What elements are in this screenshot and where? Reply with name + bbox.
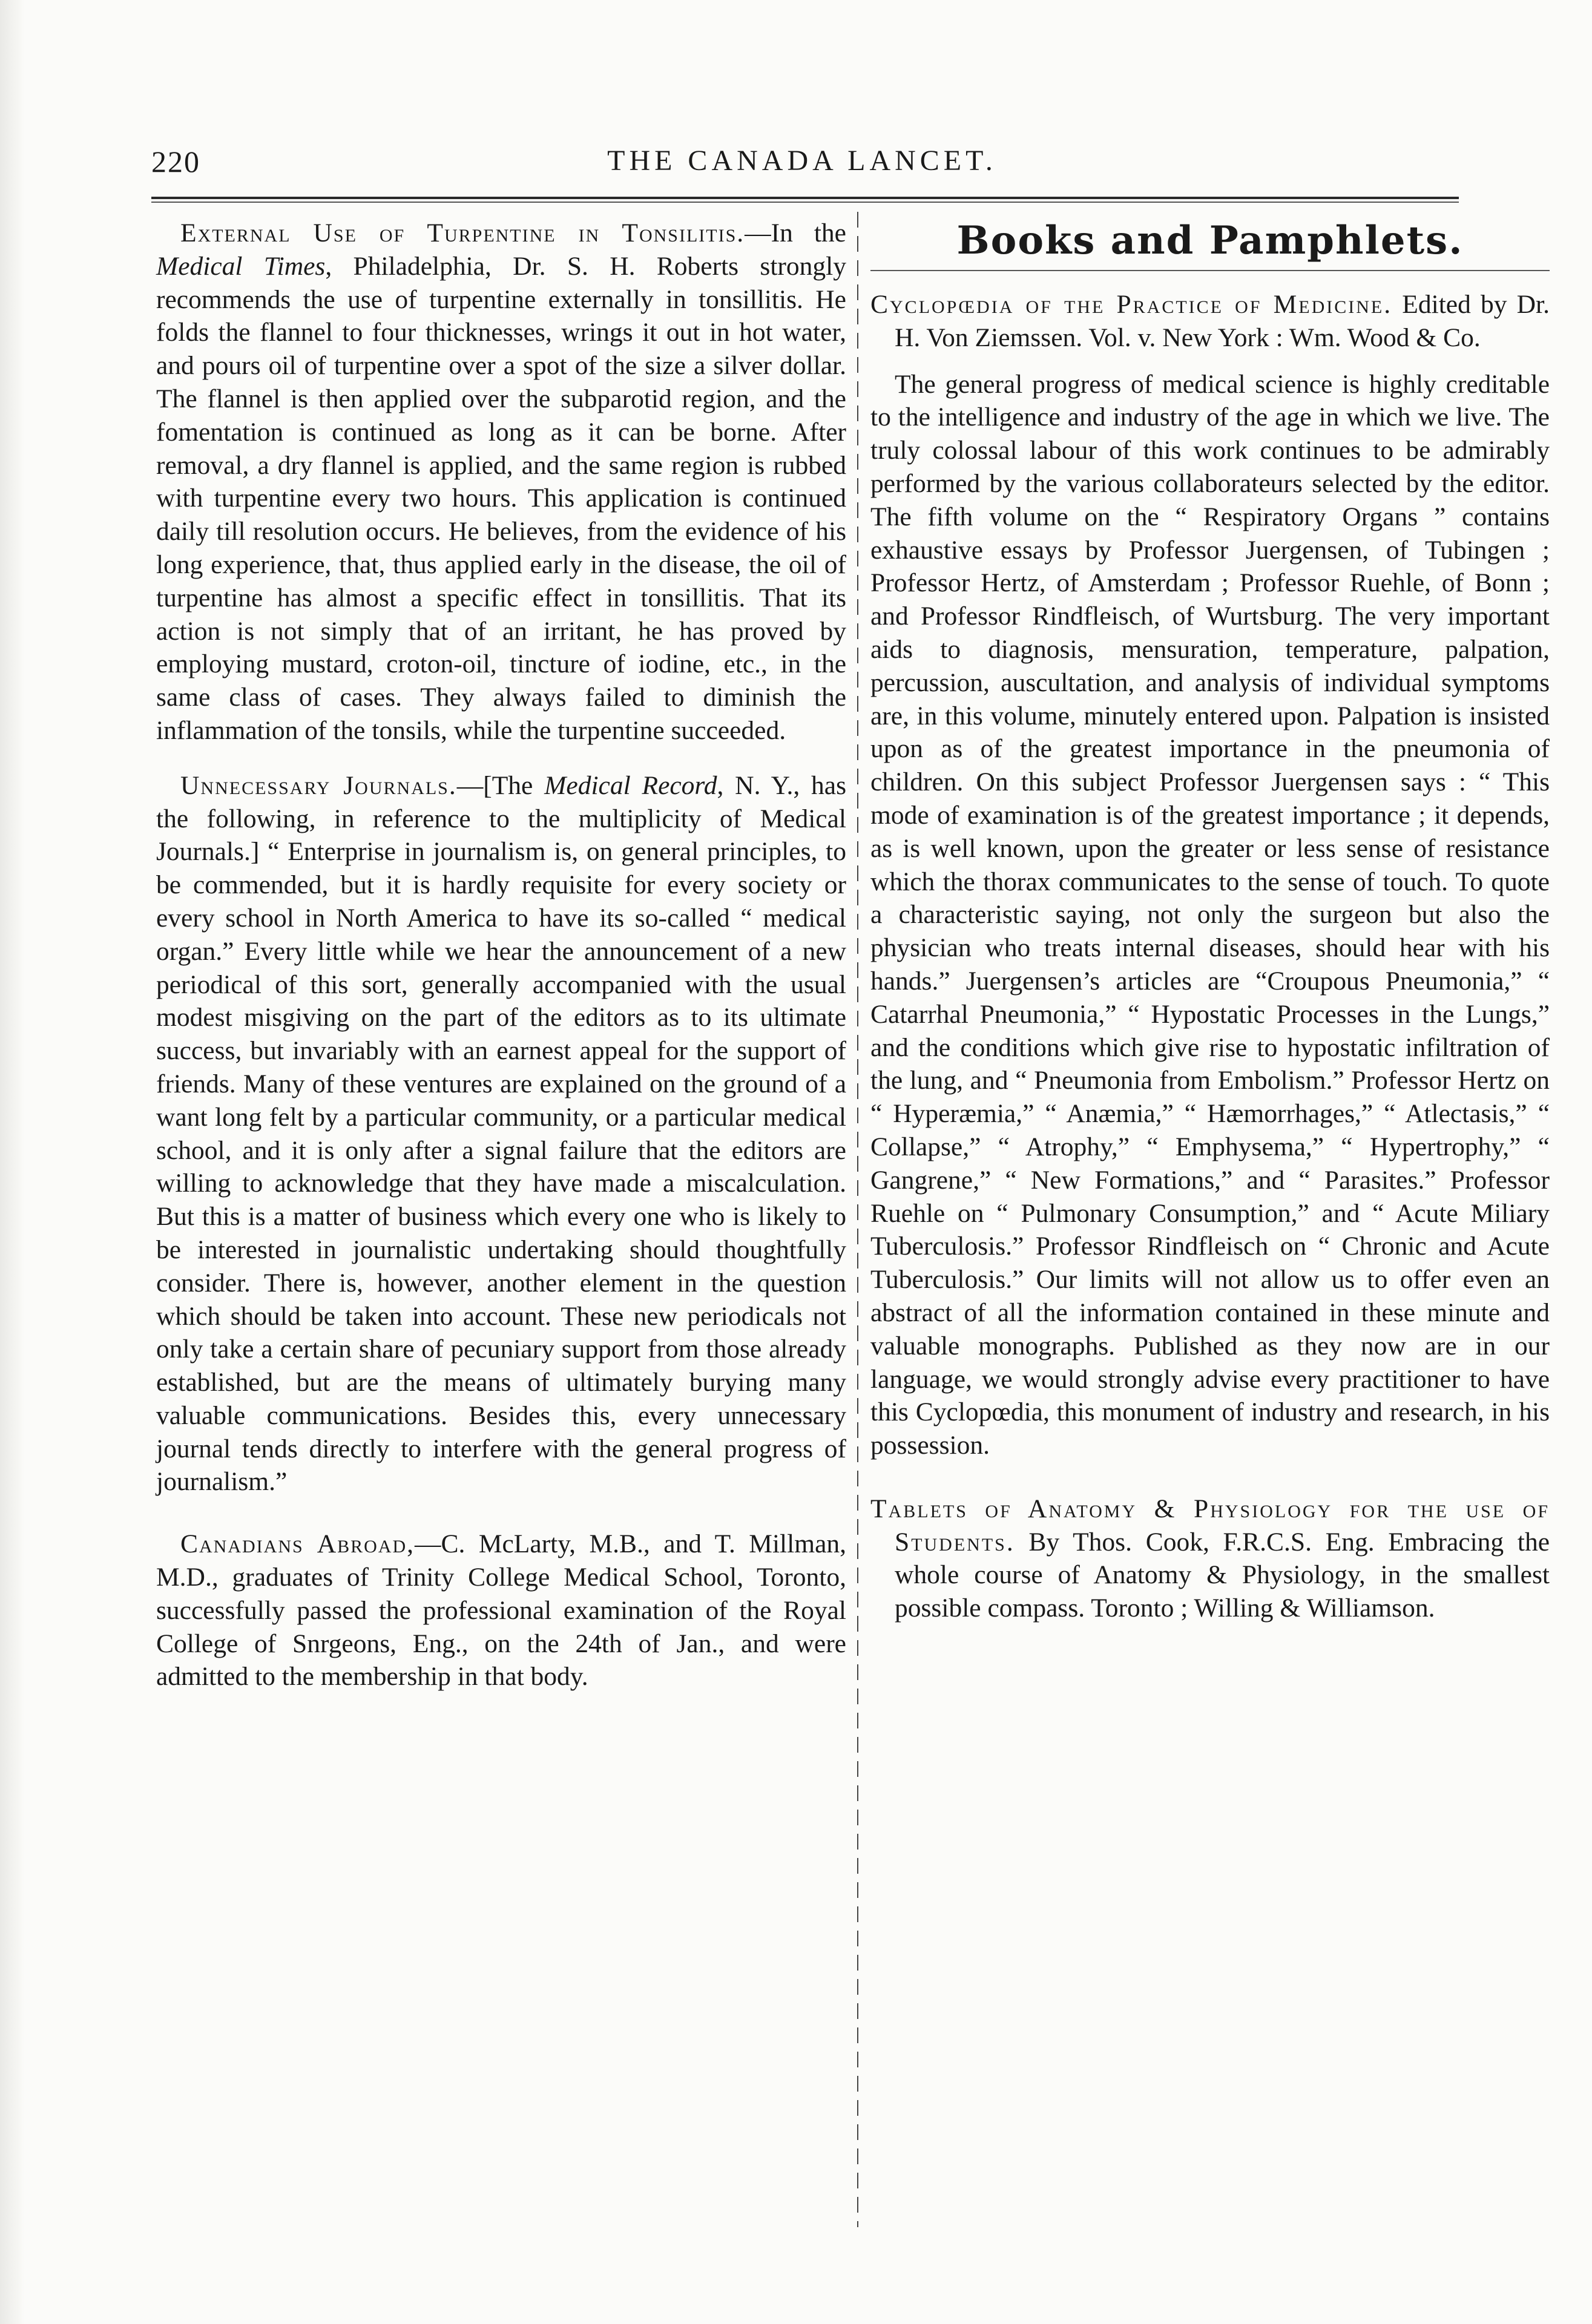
right-column: [870, 217, 1550, 1647]
left-column: [156, 217, 846, 1715]
scan-edge: [0, 0, 24, 2324]
book-review-text: The general progress of medical science is highly creditable to the intelligence and industry of the age in which we live. The truly colossal labour of this work continues to be admirably performed by the various collaborateurs selected by the editor. The fifth volume on the “ Respiratory Organs ” contains exhaustive essays by Professor Juergensen, of Tubingen ; Professor Hertz, of Amsterdam ; Professor Ruehle, of Bonn ; and Professor Rindfleisch, of Wurtsburg. The very important aids to diagnosis, mensuration, temperature, palpation, percussion, auscultation, and analysis of individual symptoms are, in this volume, minutely entered upon. Palpation is insisted upon as of the greatest importance in the pneumonia of children. On this subject Professor Juergensen says : “ This mode of examination is of the greatest importance ; it depends, as is well known, upon the greater or less sense of resistance which the thorax communicates to the sense of touch. To quote a characteristic saying, not only the surgeon but also the physician who treats internal diseases, should hear with his hands.” Juergensen’s articles are “Croupous Pneumonia,” “ Catarrhal Pneumonia,” “ Hypostatic Processes in the Lungs,” and the conditions which give rise to hypostatic infiltration of the lung, and “ Pneumonia from Embolism.” Professor Hertz on “ Hyperæmia,” “ Anæmia,” “ Hæmorrhages,” “ Atlectasis,” “ Collapse,” “ Atrophy,” “ Emphysema,” “ Hypertrophy,” “ Gangrene,” “ New Formations,” and “ Parasites.” Professor Ruehle on “ Pulmonary Consumption,” and “ Acute Miliary Tuberculosis.” Professor Rindfleisch on “ Chronic and Acute Tuberculosis.” Our limits will not allow us to offer even an abstract of all the information contained in these minute and valuable monographs. Published as they now are in our language, we would strongly advise every practitioner to have this Cyclopœdia, this monument of industry and research, in his possession.: [870, 369, 1550, 1460]
book-headline: Tablets of Anatomy & Physiology for the use of Students.: [870, 1494, 1550, 1557]
section-rule: [870, 270, 1550, 271]
article-canadians-abroad: [156, 1528, 846, 1693]
article-text: —[The: [456, 770, 545, 800]
article-headline: Unnecessary Journals.: [180, 770, 457, 800]
article-headline: External Use of Turpentine in Tonsilitis.: [180, 218, 745, 248]
book-details: By Thos. Cook, F.R.C.S. Eng. Embracing the whole course of Anatomy & Physiology, in the smallest possible compass. Toronto ; Willing & Williamson.: [895, 1527, 1550, 1623]
article-source: Medical Record: [544, 770, 717, 800]
article-source: Medical Times: [156, 251, 326, 281]
header-rule: [151, 197, 1459, 199]
book-review-cyclopaedia: [870, 288, 1550, 1462]
page-number: 220: [151, 145, 200, 179]
article-text: —C. McLarty, M.B., and T. Millman, M.D., graduates of Trinity College Medical School, Toronto, successfully passed the professional examination of the Royal College of Snrgeons, Eng., on the 24th of Jan., and were admitted to the membership in that body.: [156, 1529, 846, 1692]
article-unnecessary-journals: [156, 769, 846, 1499]
article-text: , Philadelphia, Dr. S. H. Roberts strongly recommends the use of turpentine externally in tonsillitis. He folds the flannel to four thicknesses, wrings it out in hot water, and pours oil of turpentine over a spot of the size a silver dollar. The flannel is then applied over the subparotid region, and the fomentation is continued as long as it can be borne. After removal, a dry flannel is applied, and the same region is rubbed with turpentine every two hours. This application is continued daily till resolution occurs. He believes, from the evidence of his long experience, that, thus applied early in the disease, the oil of turpentine has almost a specific effect in tonsillitis. That its action is not simply that of an irritant, he has proved by employing mustard, croton-oil, tincture of iodine, etc., in the same class of cases. They always failed to diminish the inflammation of the tonsils, while the turpentine succeeded.: [156, 251, 846, 745]
article-headline: Canadians Abroad,: [180, 1529, 415, 1559]
running-title: THE CANADA LANCET.: [607, 145, 997, 177]
article-text: , N. Y., has the following, in reference to the multiplicity of Medical Journals.] “ Enterprise in journalism is, on general principles, to be commended, but it is hardly requisite for every society or every school in North America to have its so-called “ medical organ.” Every little while we hear the announcement of a new periodical of this sort, generally accompanied with the usual modest misgiving on the part of the editors as to its ultimate success, but invariably with an earnest appeal for the support of friends. Many of these ventures are explained on the ground of a want long felt by a particular community, or a particular medical school, and it is only after a signal failure that the editors are willing to acknowledge that they have made a miscalculation. But this is a matter of business which every one who is likely to be interested in journalistic undertaking should thoughtfully consider. There is, however, another element in the question which should be taken into account. These new periodicals not only take a certain share of pecuniary support from those already established, but are the means of ultimately burying many valuable communications. Besides this, every unnecessary journal tends directly to interfere with the general progress of journalism.”: [156, 770, 846, 1497]
article-text: —In the: [745, 218, 846, 248]
page-header: [151, 144, 1453, 192]
book-review-tablets: [870, 1492, 1550, 1625]
header-rule-thin: [151, 202, 1459, 203]
column-divider: [857, 212, 858, 2227]
book-details: Edited by Dr. H. Von Ziemssen. Vol. v. New York : Wm. Wood & Co.: [895, 290, 1550, 352]
section-title: Books and Pamphlets.: [956, 218, 1464, 263]
book-headline: Cyclopœdia of the Practice of Medicine.: [870, 290, 1393, 319]
article-turpentine: [156, 217, 846, 747]
